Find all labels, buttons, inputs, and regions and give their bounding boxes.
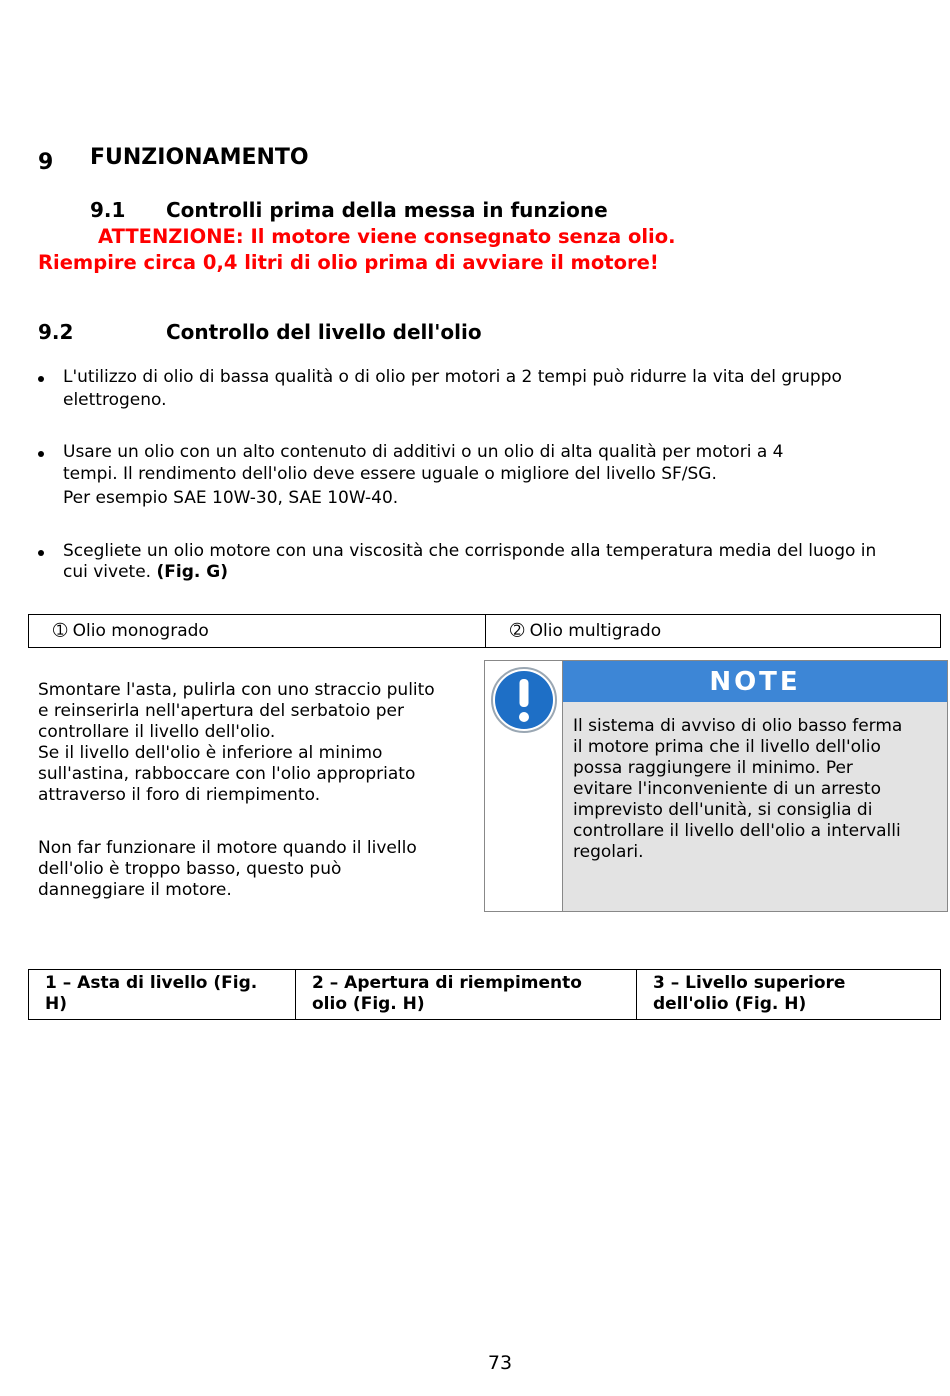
bullet-3-text: cui vivete.: [63, 562, 157, 582]
instructions-paragraph-2: [38, 838, 478, 901]
part-1-line-1: 1 – Asta di livello (Fig.: [45, 973, 258, 993]
note-line: regolari.: [573, 842, 644, 862]
bullet-1-line-1: L'utilizzo di olio di bassa qualità o di olio per motori a 2 tempi può ridurre la vita del gruppo: [63, 367, 842, 387]
instruction-line: sull'astina, rabboccare con l'olio appropriato: [38, 764, 416, 784]
instruction-line: Se il livello dell'olio è inferiore al minimo: [38, 743, 383, 763]
instruction-line: Smontare l'asta, pulirla con uno straccio pulito: [38, 680, 435, 700]
parts-table: [28, 969, 941, 1020]
part-2-line-2: olio (Fig. H): [312, 994, 425, 1014]
part-2-line-1: 2 – Apertura di riempimento: [312, 973, 582, 993]
subsection-1-title: Controlli prima della messa in funzione: [166, 198, 608, 222]
note-line: Il sistema di avviso di olio basso ferma: [573, 716, 903, 736]
subsection-2-number: 9.2: [38, 320, 74, 344]
bullet-2-line-1: Usare un olio con un alto contenuto di additivi o un olio di alta qualità per motori a 4: [63, 442, 784, 462]
instructions-paragraph-1: [38, 680, 478, 806]
note-line: imprevisto dell'unità, si consiglia di: [573, 800, 873, 820]
instruction-line: dell'olio è troppo basso, questo può: [38, 859, 342, 879]
note-line: possa raggiungere il minimo. Per: [573, 758, 853, 778]
note-line: controllare il livello dell'olio a intervalli: [573, 821, 901, 841]
bullet-1-line-2: elettrogeno.: [63, 390, 167, 410]
warning-line-2: Riempire circa 0,4 litri di olio prima di avviare il motore!: [38, 251, 659, 274]
bullet-2-line-2: tempi. Il rendimento dell'olio deve essere uguale o migliore del livello SF/SG.: [63, 464, 717, 484]
instruction-line: controllare il livello dell'olio.: [38, 722, 276, 742]
exclamation-icon: [490, 666, 558, 734]
part-2-cell: [296, 970, 637, 1020]
part-1-line-2: H): [45, 994, 67, 1014]
figure-reference: (Fig. G): [156, 562, 228, 582]
part-3-line-1: 3 – Livello superiore: [653, 973, 846, 993]
instruction-line: attraverso il foro di riempimento.: [38, 785, 321, 805]
instruction-line: e reinserirla nell'apertura del serbatoio per: [38, 701, 404, 721]
bullet-2-line-3: Per esempio SAE 10W-30, SAE 10W-40.: [63, 488, 399, 508]
section-title: FUNZIONAMENTO: [90, 145, 309, 170]
bullet-3-line-1: Scegliete un olio motore con una viscosità che corrisponde alla temperatura media del luogo in: [63, 541, 877, 561]
oil-type-table: [28, 614, 941, 648]
subsection-2-title: Controllo del livello dell'olio: [166, 320, 482, 344]
bullet-marker: [38, 376, 44, 382]
subsection-1-number: 9.1: [90, 198, 126, 222]
part-3-cell: [637, 970, 941, 1020]
bullet-marker: [38, 550, 44, 556]
oil-multigrade-cell: ➁ Olio multigrado: [486, 615, 941, 648]
bullet-3-line-2: [63, 562, 228, 583]
page-number: 73: [487, 1352, 513, 1374]
instruction-line: danneggiare il motore.: [38, 880, 232, 900]
note-line: il motore prima che il livello dell'olio: [573, 737, 881, 757]
warning-line-1: ATTENZIONE: Il motore viene consegnato senza olio.: [98, 225, 676, 248]
section-number: 9: [38, 150, 54, 175]
note-heading: NOTE: [563, 661, 947, 702]
instruction-line: Non far funzionare il motore quando il livello: [38, 838, 417, 858]
note-line: evitare l'inconveniente di un arresto: [573, 779, 881, 799]
oil-monograde-cell: ➀ Olio monogrado: [29, 615, 486, 648]
part-3-line-2: dell'olio (Fig. H): [653, 994, 807, 1014]
note-box: [484, 660, 948, 912]
part-1-cell: [29, 970, 296, 1020]
note-icon-column: [485, 661, 563, 911]
note-text: [573, 716, 943, 863]
bullet-marker: [38, 451, 44, 457]
